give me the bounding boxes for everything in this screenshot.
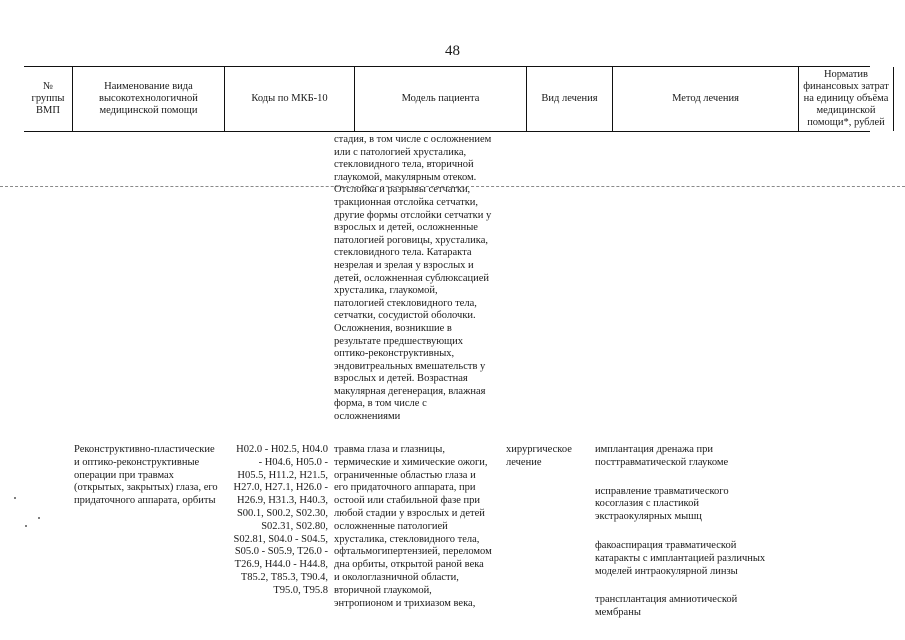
page-number: 48 xyxy=(445,43,460,59)
header-patient-model: Модель пациента xyxy=(354,67,526,131)
treatment-method-item: имплантация дренажа при посттравматической глаукоме xyxy=(595,444,729,468)
treatment-method-item: исправление травматического косоглазия с пластикой экстраокулярных мышц xyxy=(595,485,729,523)
header-treatment-method: Метод лечения xyxy=(612,67,798,131)
row-treatment-type: хирургическое лечение xyxy=(506,444,572,468)
scan-speck xyxy=(14,497,16,499)
header-group-number: № группы ВМП xyxy=(31,81,65,116)
row-patient-model: травма глаза и глазницы, термические и химические ожоги, ограниченные областью глаза и его придаточного аппарата, при остоой или стабильной фазе при любой стадии у взрослых и детей осложненные патологией хрусталика, стекловидного тела, офтальмогипертензией, переломом дна орбиты, открытой раной века и окологлазничной области, вторичной глаукомой, энтропионом и трихиазом века, xyxy=(334,444,492,609)
treatment-method-item: трансплантация амниотической мембраны xyxy=(595,594,738,619)
header-icd-codes: Коды по МКБ-10 xyxy=(224,67,354,131)
header-cost-standard: Норматив финансовых затрат на единицу объёма медицинской помощи*, рублей xyxy=(798,67,894,131)
header-care-type-name: Наименование вида высокотехнологичной медицинской помощи xyxy=(72,67,224,131)
table-header xyxy=(24,66,889,132)
header-treatment-type: Вид лечения xyxy=(526,67,612,131)
scan-speck xyxy=(25,525,27,527)
row-icd-codes: H02.0 - H02.5, H04.0 - H04.6, H05.0 - H05.5, H11.2, H21.5, H27.0, H27.1, H26.0 - H26.9, H31.3, H40.3, S00.1, S00.2, S02.30, S02.31, S02.80, S02.81, S04.0 - S04.5, S05.0 - S05.9, T26.0 - T26.9, H44.0 - H44.8, T85.2, T85.3, T90.4, T95.0, T95.8 xyxy=(233,444,328,596)
continued-patient-model: стадия, в том числе с осложнением или с патологией хрусталика, стекловидного тела, вторичной глаукомой, макулярным отеком. Отслойка и разрывы сетчатки, тракционная отслойка сетчатки, другие формы отслойки сетчатки у взрослых и детей, осложненные патологией роговицы, хрусталика, стекловидного тела. Катаракта незрелая и зрелая у взрослых и детей, осложненная сублюксацией хрусталика, глаукомой, патологией стекловидного тела, сетчатки, сосудистой оболочки. Осложнения, возникшие в результате предшествующих оптико-реконструктивных, эндовитреальных вмешательств у взрослых и детей. Возрастная макулярная дегенерация, влажная форма, в том числе с осложнениями xyxy=(334,134,492,423)
scan-speck xyxy=(38,517,40,519)
row-care-type-name: Реконструктивно-пластические и оптико-реконструктивные операции при травмах (открытых, закрытых) глаза, его придаточного аппарата, орбиты xyxy=(74,444,218,507)
treatment-method-item: факоаспирация травматической катаракты с имплантацией различных моделей интраокулярной линзы xyxy=(595,539,766,577)
row-treatment-methods xyxy=(595,444,780,636)
